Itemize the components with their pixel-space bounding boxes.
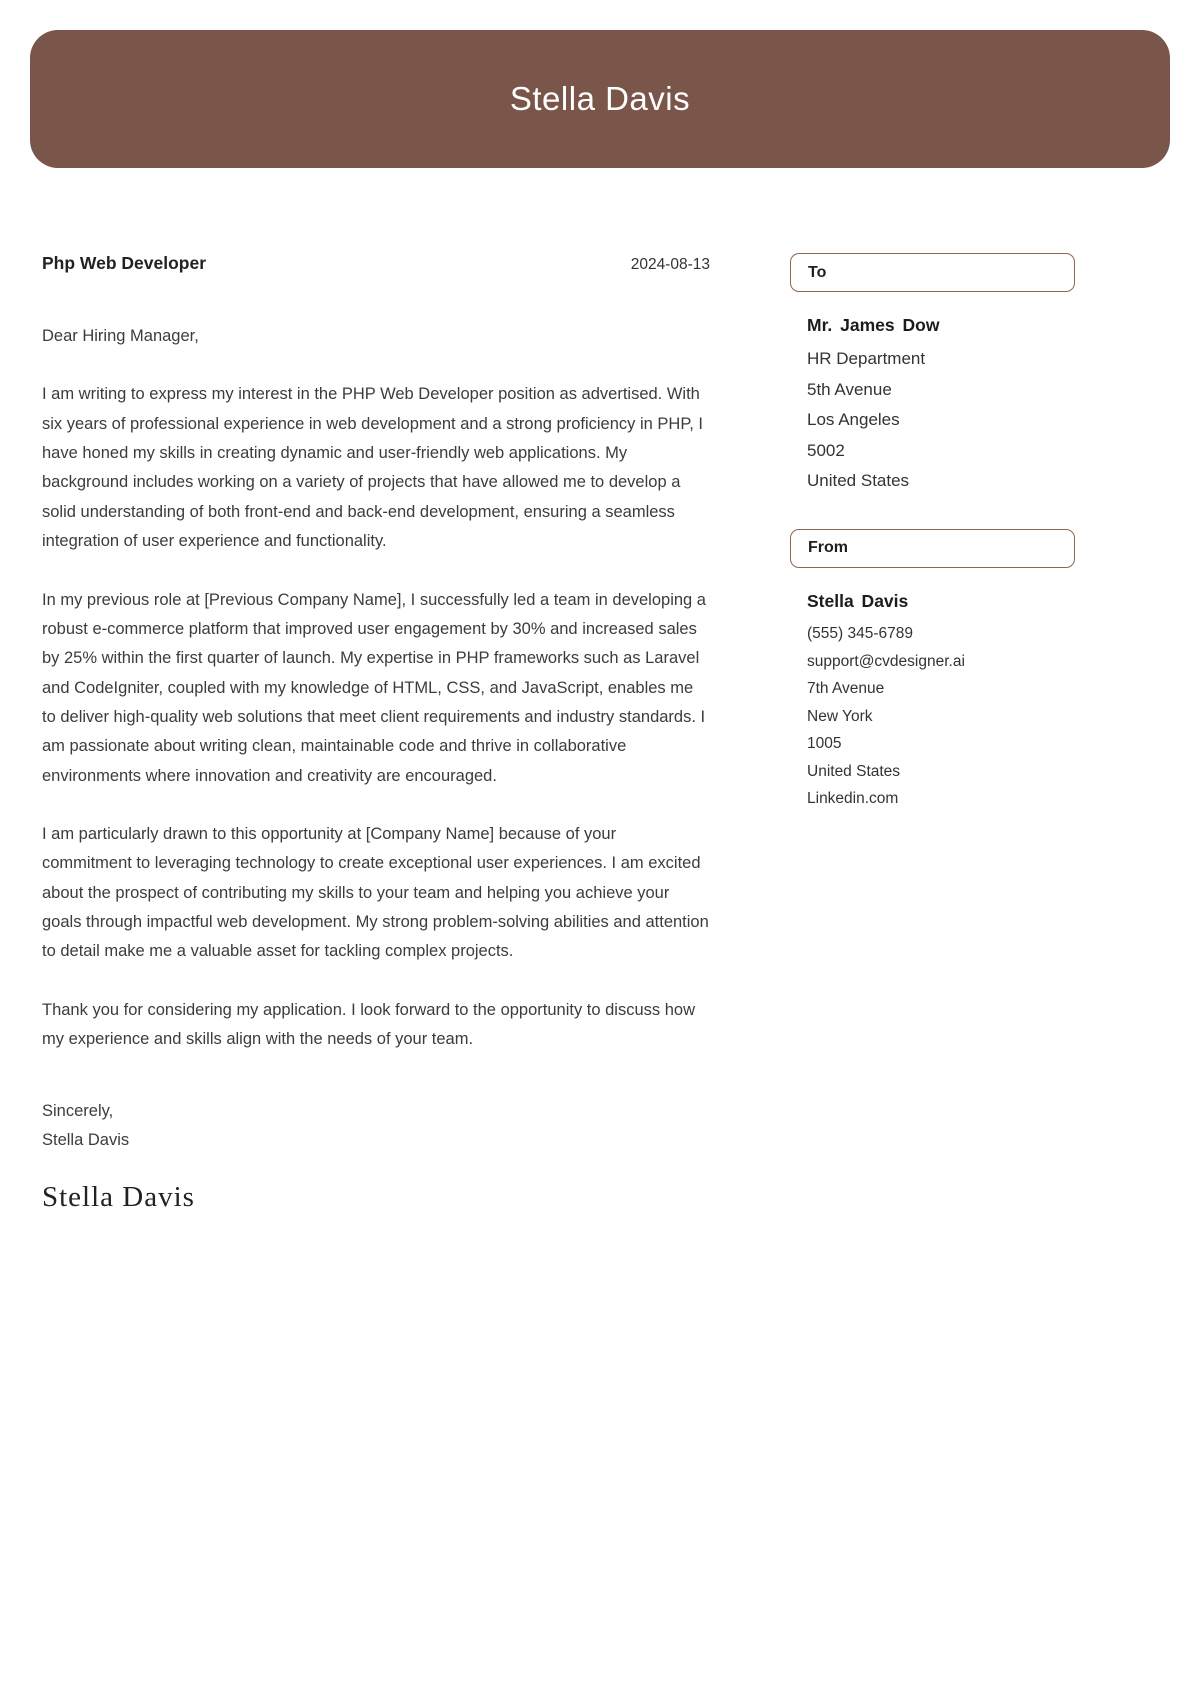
letter-paragraph: I am particularly drawn to this opportunity at [Company Name] because of your commitment to leveraging technology to create exceptional user experiences. I am excited about the prospect of contributing my skills to your team and helping you achieve your goals through impactful web development. My strong problem-solving abilities and attention to detail make me a valuable asset for tackling complex projects.: [42, 825, 709, 961]
recipient-department: HR Department: [807, 349, 926, 368]
title-row: [42, 253, 710, 274]
sender-zip: 1005: [807, 735, 842, 753]
recipient-zip: 5002: [807, 440, 845, 460]
sender-country: United States: [807, 762, 901, 780]
letter-paragraph: Thank you for considering my application. I look forward to the opportunity to discuss how my experience and skills align with the needs of your team.: [42, 1000, 696, 1049]
recipient-country: United States: [807, 471, 910, 491]
letter-body-column: [42, 253, 710, 1214]
to-section-box: [790, 253, 1075, 292]
handwritten-signature: Stella Davis: [42, 1181, 195, 1214]
contact-sidebar: [790, 253, 1075, 845]
recipient-details: [790, 315, 1075, 497]
from-section-label: From: [808, 539, 848, 557]
page-title: Stella Davis: [509, 80, 691, 117]
content-area: [42, 253, 1158, 1214]
letter-paragraph: I am writing to express my interest in the PHP Web Developer position as advertised. With six years of professional experience in web development and a strong proficiency in PHP, I have honed my skills in creating dynamic and user-friendly web applications. My background includes working on a variety of projects that have allowed me to develop a solid understanding of both front-end and back-end development, ensuring a seamless integration of user experience and functionality.: [42, 385, 703, 551]
sender-street: 7th Avenue: [807, 680, 885, 698]
recipient-street: 5th Avenue: [807, 379, 892, 399]
sender-phone: (555) 345-6789: [807, 624, 913, 642]
sender-city: New York: [807, 707, 873, 725]
sender-details: [790, 591, 1075, 813]
job-title: Php Web Developer: [42, 253, 207, 273]
salutation: Dear Hiring Manager,: [42, 327, 199, 345]
recipient-city: Los Angeles: [807, 410, 900, 430]
closing-word: Sincerely,: [42, 1101, 114, 1120]
closing-block: [42, 1097, 710, 1156]
header-banner: [30, 30, 1170, 168]
recipient-name: Mr. James Dow: [807, 315, 940, 335]
to-section-label: To: [808, 263, 827, 281]
letter-paragraph: In my previous role at [Previous Company Name], I successfully led a team in developing a robust e-commerce platform that improved user engagement by 30% and increased sales by 25% within the first quarter of launch. My expertise in PHP frameworks such as Laravel and CodeIgniter, coupled with my knowledge of HTML, CSS, and JavaScript, enables me to deliver high-quality web solutions that meet client requirements and industry standards. I am passionate about writing clean, maintainable code and thrive in collaborative environments where innovation and creativity are encouraged.: [42, 590, 706, 785]
sender-email: support@cvdesigner.ai: [807, 652, 965, 670]
sender-linkedin: Linkedin.com: [807, 790, 899, 808]
letter-date: 2024-08-13: [630, 256, 710, 273]
sender-name: Stella Davis: [807, 590, 909, 611]
from-section-box: [790, 529, 1075, 568]
closing-name: Stella Davis: [42, 1130, 130, 1149]
